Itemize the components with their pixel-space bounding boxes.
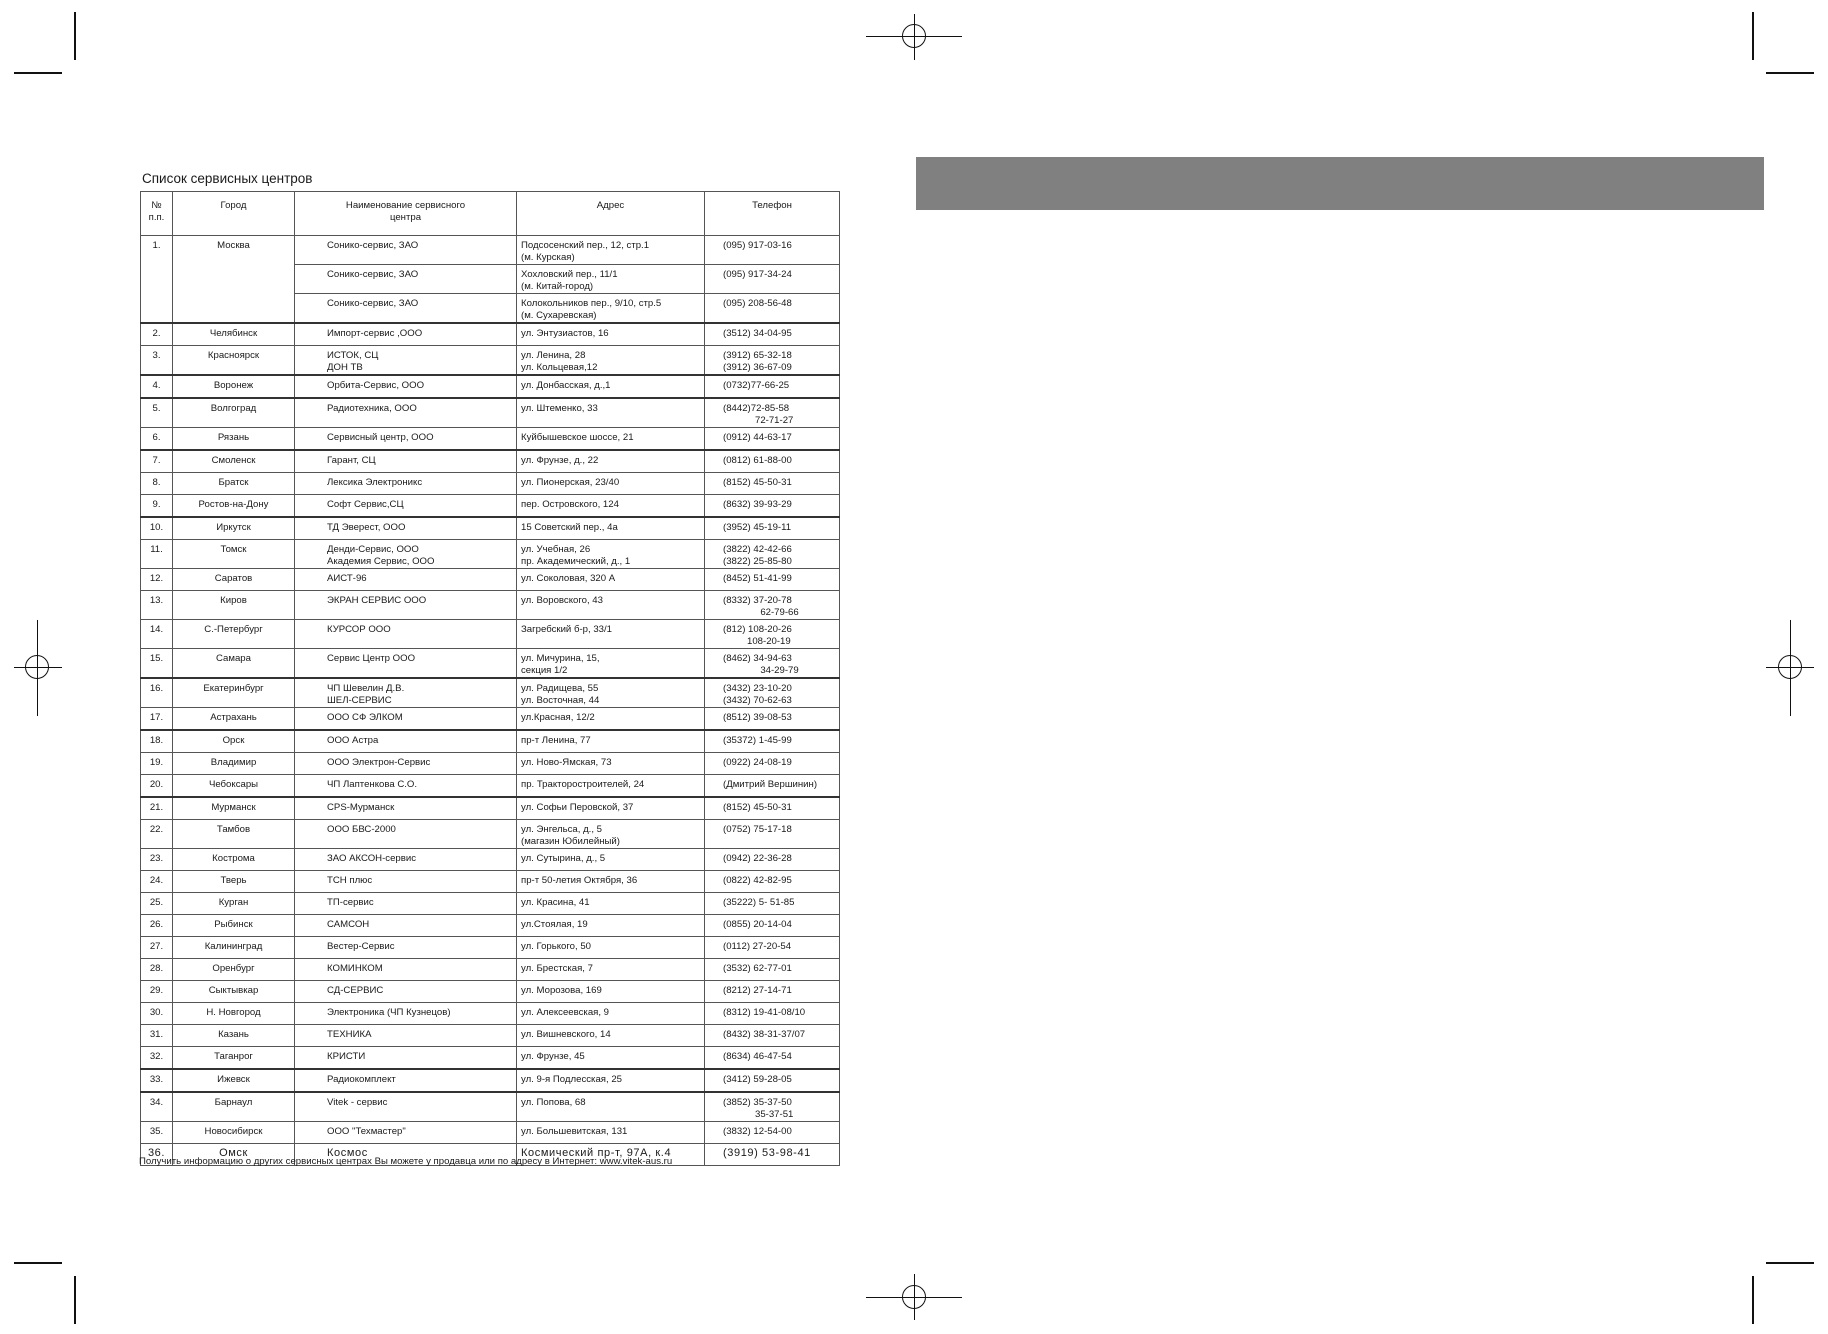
row-address: Куйбышевское шоссе, 21 — [517, 428, 705, 451]
row-address: ул. Алексеевская, 9 — [517, 1003, 705, 1025]
row-name: Импорт-сервис ,ООО — [295, 323, 517, 346]
table-row — [141, 1003, 840, 1025]
row-address: ул. Брестская, 7 — [517, 959, 705, 981]
row-name: САМСОН — [295, 915, 517, 937]
row-phone: (8634) 46-47-54 — [705, 1047, 840, 1070]
row-phone: (8432) 38-31-37/07 — [705, 1025, 840, 1047]
row-city: Самара — [173, 649, 295, 679]
table-row — [141, 323, 840, 346]
row-address: ул. Красина, 41 — [517, 893, 705, 915]
row-phone: (8312) 19-41-08/10 — [705, 1003, 840, 1025]
row-phone: (8442)72-85-58 72-71-27 — [705, 398, 840, 428]
row-num: 10. — [141, 517, 173, 540]
row-num: 36. — [141, 1144, 173, 1166]
row-city: Челябинск — [173, 323, 295, 346]
row-name: Софт Сервис,СЦ — [295, 495, 517, 518]
row-phone: (Дмитрий Вершинин) — [705, 775, 840, 798]
table-row — [141, 708, 840, 731]
row-city: Мурманск — [173, 797, 295, 820]
row-city: Ижевск — [173, 1069, 295, 1092]
row-name: СД-СЕРВИС — [295, 981, 517, 1003]
table-row — [141, 591, 840, 620]
row-city: Саратов — [173, 569, 295, 591]
table-row — [141, 1069, 840, 1092]
row-name: ТСН плюс — [295, 871, 517, 893]
table-row — [141, 678, 840, 708]
row-address: Хохловский пер., 11/1 (м. Китай-город) — [517, 265, 705, 294]
row-city: Новосибирск — [173, 1122, 295, 1144]
table-row — [141, 540, 840, 569]
row-city: Барнаул — [173, 1092, 295, 1122]
row-name: Сонико-сервис, ЗАО — [295, 265, 517, 294]
row-name: ТД Эверест, ООО — [295, 517, 517, 540]
row-name: ТП-сервис — [295, 893, 517, 915]
row-city: Иркутск — [173, 517, 295, 540]
row-name: Денди-Сервис, ООО Академия Сервис, ООО — [295, 540, 517, 569]
row-address: пер. Островского, 124 — [517, 495, 705, 518]
table-row — [141, 730, 840, 753]
table-row — [141, 569, 840, 591]
crop-mark — [74, 12, 76, 60]
row-num: 4. — [141, 375, 173, 398]
row-address: пр-т 50-летия Октября, 36 — [517, 871, 705, 893]
row-num: 8. — [141, 473, 173, 495]
row-city: Сыктывкар — [173, 981, 295, 1003]
row-address: ул. Ленина, 28 ул. Кольцевая,12 — [517, 346, 705, 376]
row-address: ул. Большевитская, 131 — [517, 1122, 705, 1144]
row-city: Оренбург — [173, 959, 295, 981]
row-address: ул. Донбасская, д.,1 — [517, 375, 705, 398]
row-address: ул. Фрунзе, 45 — [517, 1047, 705, 1070]
row-num: 1. — [141, 236, 173, 324]
row-phone: (3532) 62-77-01 — [705, 959, 840, 981]
table-header-row — [141, 192, 840, 236]
row-num: 29. — [141, 981, 173, 1003]
row-address: ул.Стоялая, 19 — [517, 915, 705, 937]
row-city: Калининград — [173, 937, 295, 959]
row-phone: (3512) 34-04-95 — [705, 323, 840, 346]
row-num: 27. — [141, 937, 173, 959]
row-num: 34. — [141, 1092, 173, 1122]
header-city: Город — [173, 192, 295, 236]
row-name: Электроника (ЧП Кузнецов) — [295, 1003, 517, 1025]
row-num: 14. — [141, 620, 173, 649]
row-num: 30. — [141, 1003, 173, 1025]
row-phone: (3919) 53-98-41 — [705, 1144, 840, 1166]
row-name: Вестер-Сервис — [295, 937, 517, 959]
row-num: 19. — [141, 753, 173, 775]
table-row — [141, 450, 840, 473]
row-address: пр. Тракторостроителей, 24 — [517, 775, 705, 798]
row-address: Подсосенский пер., 12, стр.1 (м. Курская) — [517, 236, 705, 265]
page-title: Список сервисных центров — [142, 171, 313, 186]
row-name: Сонико-сервис, ЗАО — [295, 236, 517, 265]
table-row — [141, 620, 840, 649]
table-row — [141, 495, 840, 518]
row-name: ООО БВС-2000 — [295, 820, 517, 849]
row-phone: (3912) 65-32-18 (3912) 36-67-09 — [705, 346, 840, 376]
row-phone: (0855) 20-14-04 — [705, 915, 840, 937]
row-num: 6. — [141, 428, 173, 451]
row-name: ИСТОК, СЦ ДОН ТВ — [295, 346, 517, 376]
row-city: Тамбов — [173, 820, 295, 849]
row-name: Сонико-сервис, ЗАО — [295, 294, 517, 324]
crop-mark — [1752, 12, 1754, 60]
row-name: CPS-Мурманск — [295, 797, 517, 820]
row-phone: (095) 917-34-24 — [705, 265, 840, 294]
row-name: Гарант, СЦ — [295, 450, 517, 473]
row-city: Таганрог — [173, 1047, 295, 1070]
row-num: 11. — [141, 540, 173, 569]
row-city: Братск — [173, 473, 295, 495]
row-num: 18. — [141, 730, 173, 753]
row-name: ООО Электрон-Сервис — [295, 753, 517, 775]
table-row — [141, 1092, 840, 1122]
row-phone: (8462) 34-94-63 34-29-79 — [705, 649, 840, 679]
row-city: Екатеринбург — [173, 678, 295, 708]
row-address: ул. Радищева, 55 ул. Восточная, 44 — [517, 678, 705, 708]
grey-header-band — [916, 157, 1764, 210]
row-phone: (0912) 44-63-17 — [705, 428, 840, 451]
row-city: Воронеж — [173, 375, 295, 398]
row-city: Киров — [173, 591, 295, 620]
row-address: ул. 9-я Подлесская, 25 — [517, 1069, 705, 1092]
row-num: 16. — [141, 678, 173, 708]
row-name: Радиокомплект — [295, 1069, 517, 1092]
row-num: 35. — [141, 1122, 173, 1144]
row-city: Рыбинск — [173, 915, 295, 937]
row-address: ул. Горького, 50 — [517, 937, 705, 959]
table-row — [141, 775, 840, 798]
row-address: ул. Ново-Ямская, 73 — [517, 753, 705, 775]
row-phone: (0732)77-66-25 — [705, 375, 840, 398]
row-num: 22. — [141, 820, 173, 849]
row-num: 7. — [141, 450, 173, 473]
row-name: ЧП Лаптенкова С.О. — [295, 775, 517, 798]
row-city: Омск — [173, 1144, 295, 1166]
table-row — [141, 871, 840, 893]
row-phone: (8332) 37-20-78 62-79-66 — [705, 591, 840, 620]
row-num: 9. — [141, 495, 173, 518]
crop-mark — [1766, 72, 1814, 74]
row-name: Vitek - сервис — [295, 1092, 517, 1122]
row-city: Курган — [173, 893, 295, 915]
row-phone: (3952) 45-19-11 — [705, 517, 840, 540]
row-city: Казань — [173, 1025, 295, 1047]
row-name: Сервисный центр, ООО — [295, 428, 517, 451]
header-address: Адрес — [517, 192, 705, 236]
crop-mark — [1766, 1262, 1814, 1264]
row-name: ЭКРАН СЕРВИС ООО — [295, 591, 517, 620]
row-city: Орск — [173, 730, 295, 753]
row-num: 21. — [141, 797, 173, 820]
row-city: С.-Петербург — [173, 620, 295, 649]
row-address: ул. Фрунзе, д., 22 — [517, 450, 705, 473]
crop-mark — [14, 72, 62, 74]
row-num: 3. — [141, 346, 173, 376]
table-row — [141, 753, 840, 775]
table-row — [141, 915, 840, 937]
row-phone: (8212) 27-14-71 — [705, 981, 840, 1003]
row-phone: (35222) 5- 51-85 — [705, 893, 840, 915]
row-address: ул. Энтузиастов, 16 — [517, 323, 705, 346]
header-phone: Телефон — [705, 192, 840, 236]
row-phone: (095) 208-56-48 — [705, 294, 840, 324]
row-phone: (8452) 51-41-99 — [705, 569, 840, 591]
row-phone: (0112) 27-20-54 — [705, 937, 840, 959]
row-name: ТЕХНИКА — [295, 1025, 517, 1047]
row-phone: (3822) 42-42-66 (3822) 25-85-80 — [705, 540, 840, 569]
row-phone: (095) 917-03-16 — [705, 236, 840, 265]
row-address: ул. Учебная, 26 пр. Академический, д., 1 — [517, 540, 705, 569]
row-address: ул. Штеменко, 33 — [517, 398, 705, 428]
table-row — [141, 346, 840, 376]
table-row — [141, 398, 840, 428]
row-city: Кострома — [173, 849, 295, 871]
row-num: 13. — [141, 591, 173, 620]
row-address: Загребский б-р, 33/1 — [517, 620, 705, 649]
row-address: ул. Воровского, 43 — [517, 591, 705, 620]
table-row — [141, 893, 840, 915]
table-row — [141, 1047, 840, 1070]
row-num: 15. — [141, 649, 173, 679]
row-address: Космический пр-т, 97А, к.4 — [517, 1144, 705, 1166]
row-phone: (3832) 12-54-00 — [705, 1122, 840, 1144]
row-num: 24. — [141, 871, 173, 893]
row-name: ООО Астра — [295, 730, 517, 753]
table-row — [141, 375, 840, 398]
row-phone: (8632) 39-93-29 — [705, 495, 840, 518]
row-num: 20. — [141, 775, 173, 798]
table-row — [141, 849, 840, 871]
table-row — [141, 797, 840, 820]
table-row — [141, 959, 840, 981]
row-address: 15 Советский пер., 4а — [517, 517, 705, 540]
row-address: ул. Софьи Перовской, 37 — [517, 797, 705, 820]
row-num: 31. — [141, 1025, 173, 1047]
row-name: ООО СФ ЭЛКОМ — [295, 708, 517, 731]
row-address: ул. Сутырина, д., 5 — [517, 849, 705, 871]
row-num: 28. — [141, 959, 173, 981]
service-centers-table — [140, 191, 840, 1166]
row-num: 26. — [141, 915, 173, 937]
row-phone: (3412) 59-28-05 — [705, 1069, 840, 1092]
header-num: № п.п. — [141, 192, 173, 236]
row-address: ул. Морозова, 169 — [517, 981, 705, 1003]
row-num: 33. — [141, 1069, 173, 1092]
row-address: ул. Мичурина, 15, секция 1/2 — [517, 649, 705, 679]
row-name: Орбита-Сервис, ООО — [295, 375, 517, 398]
row-city: Смоленск — [173, 450, 295, 473]
table-row — [141, 937, 840, 959]
table-row — [141, 517, 840, 540]
row-city: Н. Новгород — [173, 1003, 295, 1025]
row-address: Колокольников пер., 9/10, стр.5 (м. Сухаревская) — [517, 294, 705, 324]
row-address: ул. Вишневского, 14 — [517, 1025, 705, 1047]
row-address: ул. Энгельса, д., 5 (магазин Юбилейный) — [517, 820, 705, 849]
row-name: Радиотехника, ООО — [295, 398, 517, 428]
row-phone: (0922) 24-08-19 — [705, 753, 840, 775]
table-row — [141, 1122, 840, 1144]
table-row — [141, 820, 840, 849]
row-city: Томск — [173, 540, 295, 569]
row-address: ул.Красная, 12/2 — [517, 708, 705, 731]
row-city: Красноярск — [173, 346, 295, 376]
table-row — [141, 981, 840, 1003]
row-phone: (8512) 39-08-53 — [705, 708, 840, 731]
row-phone: (35372) 1-45-99 — [705, 730, 840, 753]
row-phone: (0942) 22-36-28 — [705, 849, 840, 871]
row-phone: (0812) 61-88-00 — [705, 450, 840, 473]
table-row — [141, 473, 840, 495]
table-row — [141, 649, 840, 679]
row-num: 5. — [141, 398, 173, 428]
row-address: ул. Соколовая, 320 А — [517, 569, 705, 591]
row-name: КУРСОР ООО — [295, 620, 517, 649]
row-num: 17. — [141, 708, 173, 731]
row-num: 23. — [141, 849, 173, 871]
table-row — [141, 428, 840, 451]
row-name: ООО "Техмастер" — [295, 1122, 517, 1144]
row-phone: (3852) 35-37-50 35-37-51 — [705, 1092, 840, 1122]
row-num: 32. — [141, 1047, 173, 1070]
row-name: Лексика Электроникс — [295, 473, 517, 495]
row-phone: (8152) 45-50-31 — [705, 797, 840, 820]
row-city: Волгоград — [173, 398, 295, 428]
row-phone: (812) 108-20-26 108-20-19 — [705, 620, 840, 649]
row-address: ул. Пионерская, 23/40 — [517, 473, 705, 495]
row-name: АИСТ-96 — [295, 569, 517, 591]
footer-note: Получить информацию о других сервисных центрах Вы можете у продавца или по адресу в Интернет: www.vitek-aus.ru — [139, 1156, 673, 1167]
row-phone: (0822) 42-82-95 — [705, 871, 840, 893]
row-city: Астрахань — [173, 708, 295, 731]
row-phone: (8152) 45-50-31 — [705, 473, 840, 495]
row-city: Рязань — [173, 428, 295, 451]
row-num: 12. — [141, 569, 173, 591]
row-name: Сервис Центр ООО — [295, 649, 517, 679]
row-name: КРИСТИ — [295, 1047, 517, 1070]
row-phone: (0752) 75-17-18 — [705, 820, 840, 849]
row-city: Тверь — [173, 871, 295, 893]
row-num: 25. — [141, 893, 173, 915]
table-row — [141, 236, 840, 265]
header-name: Наименование сервисного центра — [295, 192, 517, 236]
crop-mark — [1752, 1276, 1754, 1324]
row-address: ул. Попова, 68 — [517, 1092, 705, 1122]
row-name: ЧП Шевелин Д.В. ШЕЛ-СЕРВИС — [295, 678, 517, 708]
row-phone: (3432) 23-10-20 (3432) 70-62-63 — [705, 678, 840, 708]
crop-mark — [74, 1276, 76, 1324]
crop-mark — [14, 1262, 62, 1264]
row-city: Москва — [173, 236, 295, 324]
row-city: Владимир — [173, 753, 295, 775]
row-name: ЗАО АКСОН-сервис — [295, 849, 517, 871]
row-city: Ростов-на-Дону — [173, 495, 295, 518]
table-row — [141, 1025, 840, 1047]
row-name: Космос — [295, 1144, 517, 1166]
row-num: 2. — [141, 323, 173, 346]
row-city: Чебоксары — [173, 775, 295, 798]
row-name: КОМИНКОМ — [295, 959, 517, 981]
row-address: пр-т Ленина, 77 — [517, 730, 705, 753]
